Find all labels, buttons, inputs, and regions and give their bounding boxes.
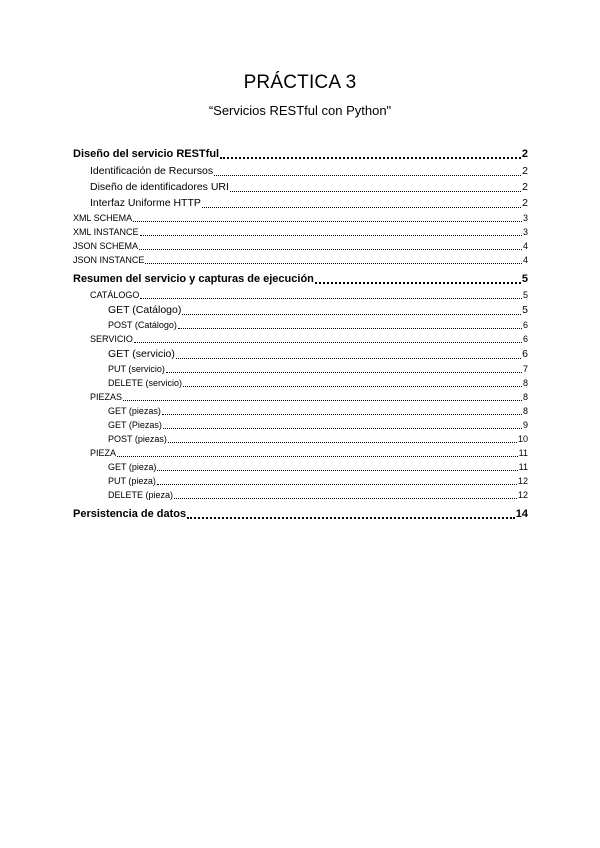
toc-page-number: 3 [522, 227, 528, 237]
toc-entry[interactable] [73, 376, 528, 390]
toc-entry-text: PUT (servicio) [108, 364, 165, 374]
toc-entry[interactable] [73, 225, 528, 239]
toc-entry-text: GET (Catálogo) [108, 304, 182, 316]
toc-dot-leader [140, 235, 522, 236]
toc-dot-leader [187, 517, 515, 519]
toc-entry-text: XML INSTANCE [73, 227, 139, 237]
toc-entry-text: DELETE (pieza) [108, 490, 174, 500]
toc-page-number: 6 [522, 320, 528, 330]
toc-entry-text: SERVICIO [90, 334, 133, 344]
document-title: PRÁCTICA 3 [243, 72, 357, 93]
toc-entry[interactable] [73, 404, 528, 418]
toc-entry-text: PIEZAS [90, 392, 123, 402]
toc-page-number: 4 [522, 241, 528, 251]
toc-page-number: 6 [522, 348, 528, 360]
toc-entry-text: Diseño del servicio RESTful [73, 148, 220, 160]
toc-entry[interactable] [73, 239, 528, 253]
toc-page-number: 5 [522, 304, 528, 316]
toc-entry[interactable] [73, 418, 528, 432]
toc-dot-leader [214, 175, 521, 176]
toc-page-number: 8 [522, 406, 528, 416]
toc-entry[interactable] [73, 446, 528, 460]
toc-page-number: 4 [522, 255, 528, 265]
toc-page-number: 7 [522, 364, 528, 374]
toc-entry[interactable] [73, 432, 528, 446]
toc-dot-leader [168, 442, 517, 443]
toc-dot-leader [123, 400, 522, 401]
toc-entry[interactable] [73, 163, 528, 179]
toc-dot-leader [220, 157, 521, 159]
toc-entry[interactable] [73, 302, 528, 318]
toc-entry-text: JSON SCHEMA [73, 241, 139, 251]
document-subtitle: “Servicios RESTful con Python" [208, 103, 392, 118]
toc-dot-leader [176, 358, 521, 359]
table-of-contents [73, 146, 528, 523]
toc-page-number: 12 [517, 476, 528, 486]
toc-entry[interactable] [73, 332, 528, 346]
toc-page-number: 2 [522, 181, 528, 193]
toc-page-number: 8 [522, 378, 528, 388]
toc-page-number: 5 [521, 273, 528, 285]
toc-entry-text: Interfaz Uniforme HTTP [90, 197, 201, 209]
toc-dot-leader [145, 263, 522, 264]
toc-entry-text: DELETE (servicio) [108, 378, 183, 388]
toc-entry[interactable] [73, 179, 528, 195]
toc-dot-leader [315, 282, 521, 284]
toc-dot-leader [139, 249, 522, 250]
toc-entry-text: POST (Catálogo) [108, 320, 177, 330]
toc-entry-text: Persistencia de datos [73, 508, 187, 520]
toc-page-number: 2 [521, 148, 528, 160]
toc-dot-leader [157, 470, 517, 471]
toc-page-number: 14 [515, 508, 528, 520]
toc-page-number: 5 [522, 290, 528, 300]
toc-dot-leader [202, 207, 521, 208]
toc-entry[interactable] [73, 288, 528, 302]
toc-entry[interactable] [73, 390, 528, 404]
toc-dot-leader [230, 191, 521, 192]
toc-page-number: 9 [522, 420, 528, 430]
toc-entry-text: GET (servicio) [108, 348, 175, 360]
toc-entry-text: Resumen del servicio y capturas de ejecución [73, 273, 314, 285]
toc-entry-text: GET (Piezas) [108, 420, 162, 430]
toc-entry-text: CATÁLOGO [90, 290, 140, 300]
toc-page-number: 12 [517, 490, 528, 500]
toc-entry[interactable] [73, 362, 528, 376]
toc-entry[interactable] [73, 146, 528, 163]
toc-dot-leader [133, 221, 522, 222]
toc-page-number: 6 [522, 334, 528, 344]
toc-dot-leader [174, 498, 517, 499]
toc-dot-leader [183, 386, 522, 387]
toc-entry[interactable] [73, 318, 528, 332]
toc-dot-leader [157, 484, 517, 485]
toc-entry-text: GET (pieza) [108, 462, 157, 472]
toc-dot-leader [134, 342, 522, 343]
toc-page-number: 11 [518, 448, 528, 458]
toc-entry-text: POST (piezas) [108, 434, 167, 444]
toc-entry[interactable] [73, 195, 528, 211]
toc-entry[interactable] [73, 506, 528, 523]
toc-entry-text: XML SCHEMA [73, 213, 133, 223]
toc-dot-leader [178, 328, 522, 329]
toc-dot-leader [162, 414, 522, 415]
toc-dot-leader [163, 428, 522, 429]
toc-entry[interactable] [73, 271, 528, 288]
toc-entry[interactable] [73, 474, 528, 488]
toc-page-number: 2 [522, 165, 528, 177]
toc-dot-leader [117, 456, 518, 457]
toc-page-number: 2 [522, 197, 528, 209]
toc-entry-text: GET (piezas) [108, 406, 161, 416]
toc-page-number: 10 [517, 434, 528, 444]
toc-entry-text: PIEZA [90, 448, 117, 458]
toc-entry-text: Identificación de Recursos [90, 165, 214, 177]
toc-entry[interactable] [73, 346, 528, 362]
toc-entry[interactable] [73, 253, 528, 267]
toc-entry[interactable] [73, 211, 528, 225]
toc-page-number: 11 [518, 462, 528, 472]
toc-page-number: 3 [522, 213, 528, 223]
toc-entry[interactable] [73, 488, 528, 502]
toc-dot-leader [140, 298, 522, 299]
toc-entry-text: JSON INSTANCE [73, 255, 145, 265]
toc-entry-text: Diseño de identificadores URI [90, 181, 229, 193]
toc-entry-text: PUT (pieza) [108, 476, 156, 486]
toc-page-number: 8 [522, 392, 528, 402]
toc-dot-leader [182, 314, 521, 315]
toc-dot-leader [166, 372, 522, 373]
toc-entry[interactable] [73, 460, 528, 474]
